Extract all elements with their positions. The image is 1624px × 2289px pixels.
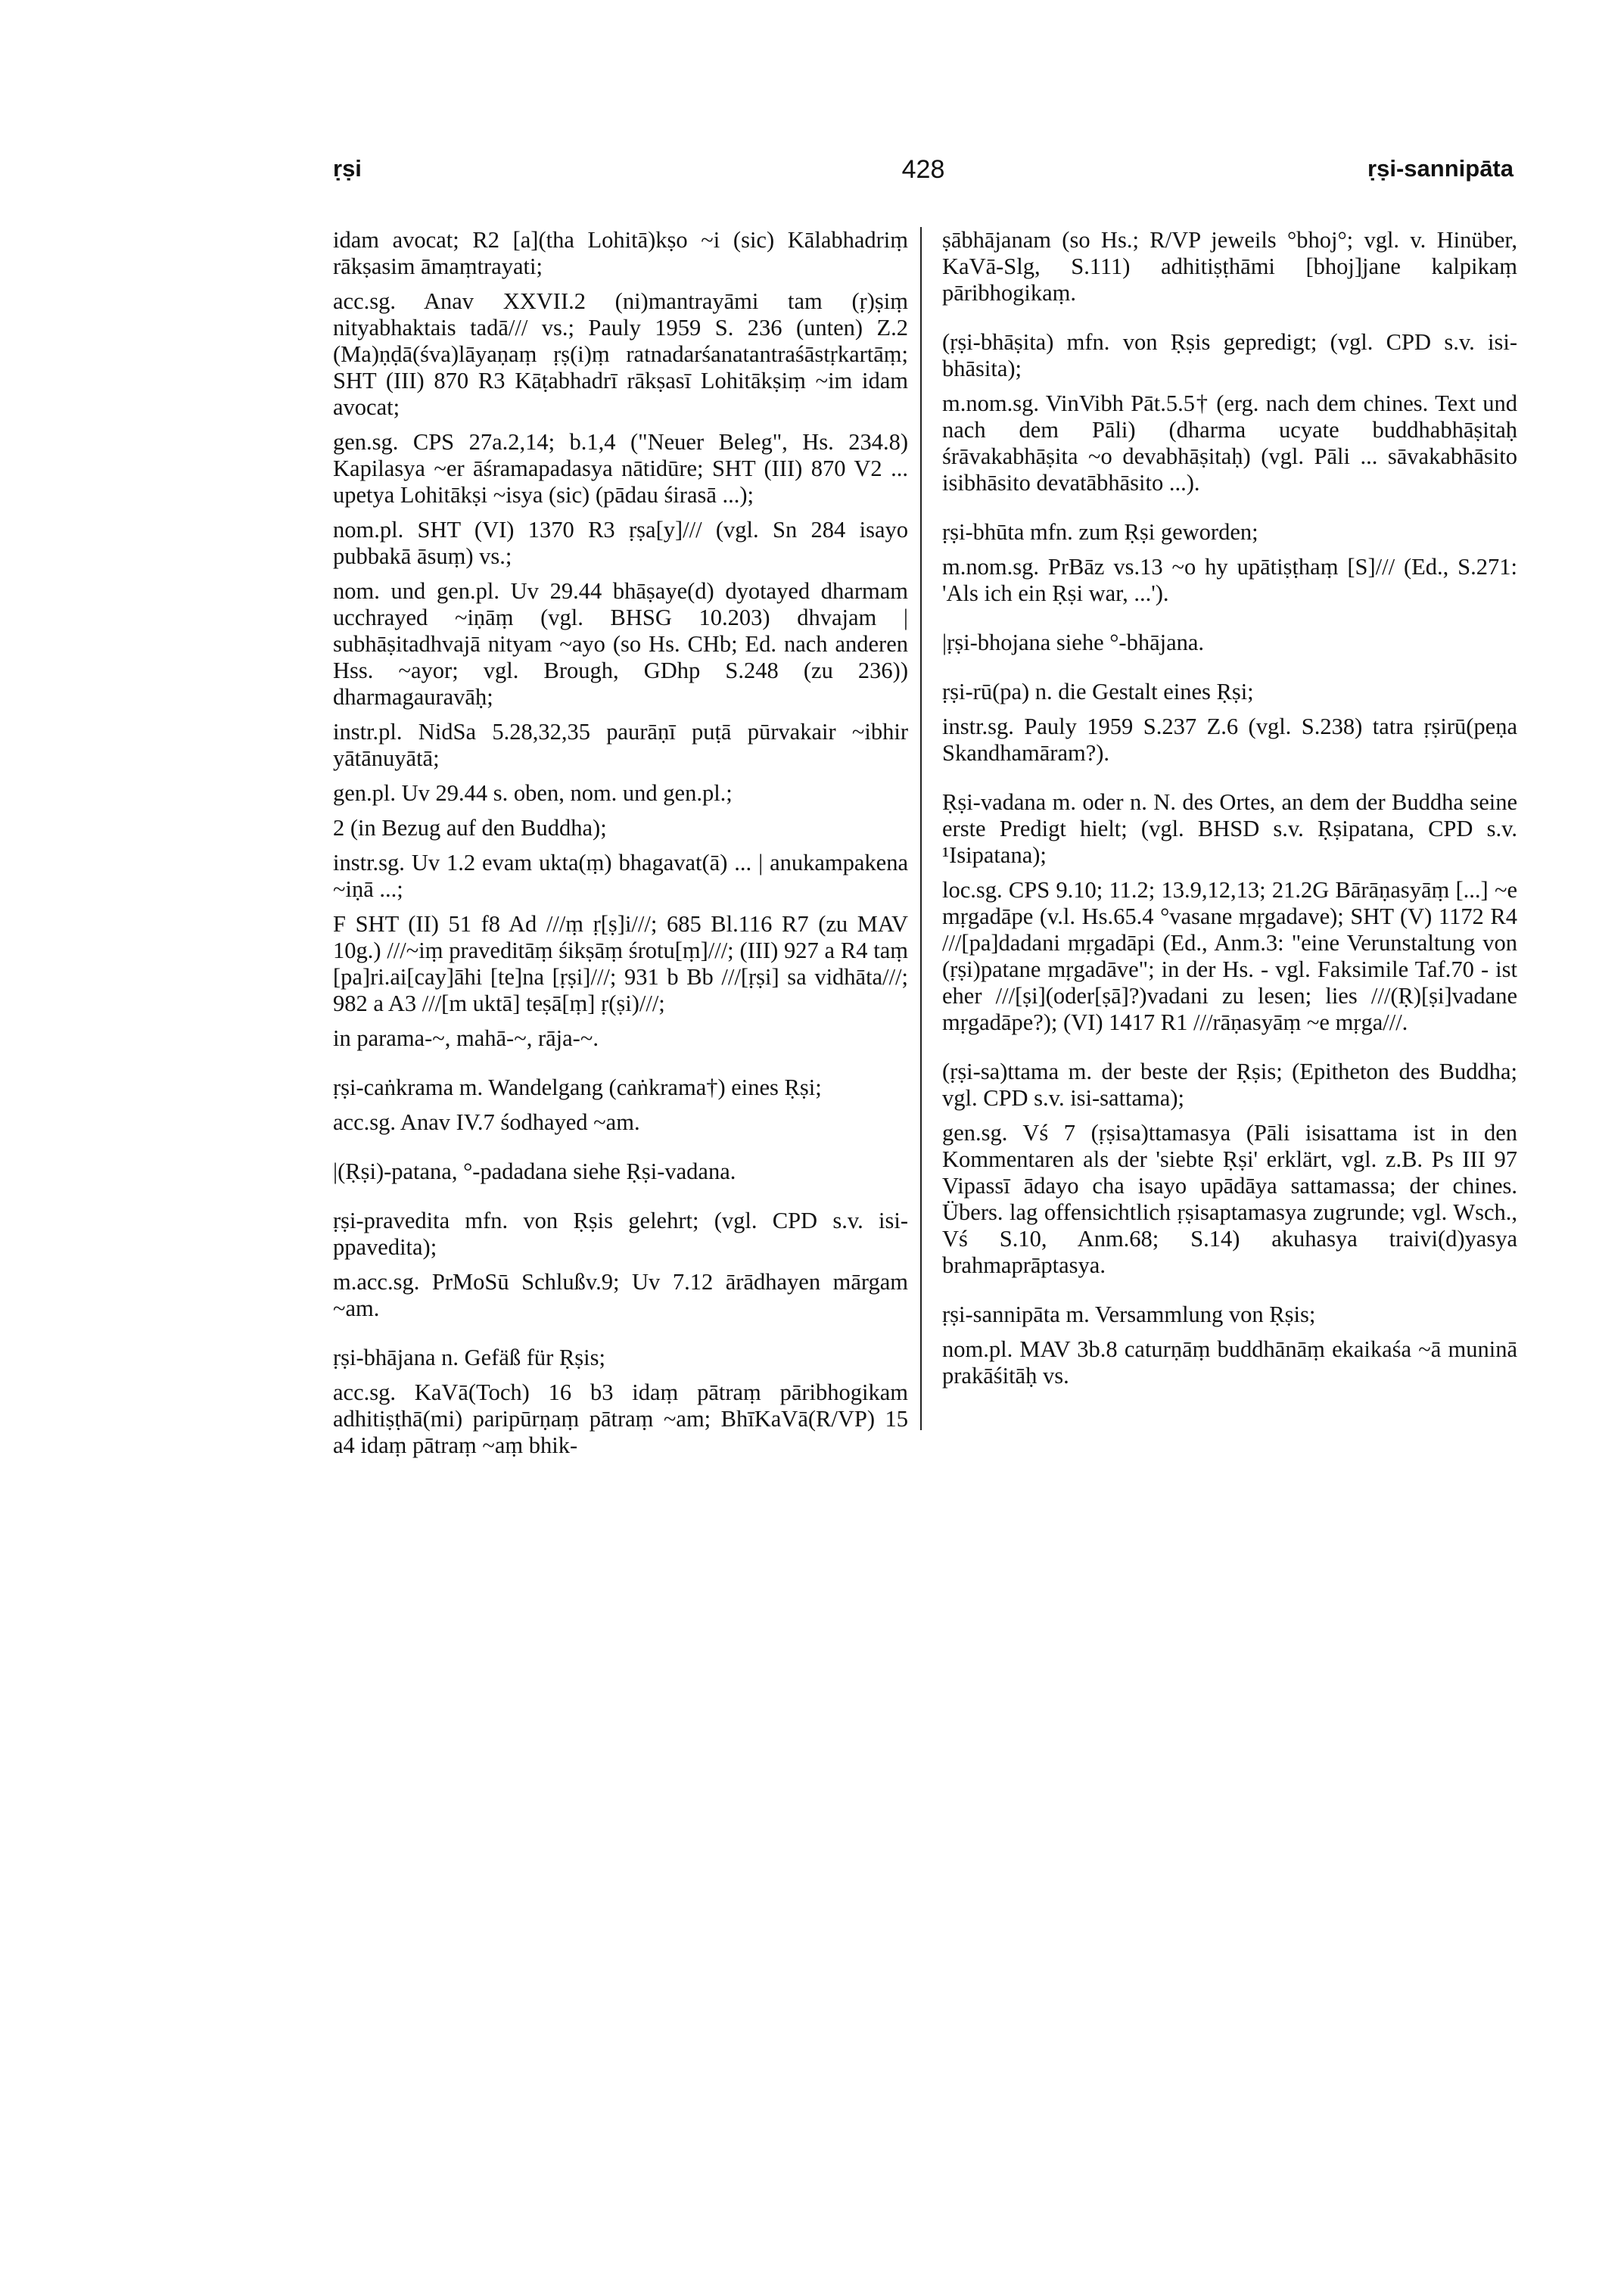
dictionary-paragraph: gen.sg. Vś 7 (ṛṣisa)ttamasya (Pāli isisattama ist in den Kommentaren als der 'siebte Ṛṣi' erklärt, vgl. z.B. Ps III 97 Vipassī ādayo cha isayo upādāya sattamassa; der chines. Übers. lag offensichtlich ṛṣisaptamasya zugrunde; vgl. Wsch., Vś S.10, Anm.68; S.14) akuhasya traivi(d)yasya brahmaprāptasya. xyxy=(942,1120,1517,1278)
dictionary-paragraph: Ṛṣi-vadana m. oder n. N. des Ortes, an dem der Buddha seine erste Predigt hielt; (vgl. BHSD s.v. Ṛṣipatana, CPD s.v. ¹Isipatana); xyxy=(942,789,1517,868)
dictionary-paragraph: instr.sg. Uv 1.2 evam ukta(ṃ) bhagavat(ā) ... | anukampakena ~iṇā ...; xyxy=(333,850,908,902)
column-divider xyxy=(920,227,922,1430)
header-left-lemma: ṛṣi xyxy=(333,155,362,182)
dictionary-paragraph: ṛṣi-rū(pa) n. die Gestalt eines Ṛṣi; xyxy=(942,679,1254,704)
dictionary-paragraph: |(Ṛṣi)-patana, °-padadana siehe Ṛṣi-vadana. xyxy=(333,1158,736,1184)
dictionary-paragraph: ṛṣi-sannipāta m. Versammlung von Ṛṣis; xyxy=(942,1302,1316,1327)
dictionary-paragraph: |ṛṣi-bhojana siehe °-bhājana. xyxy=(942,630,1205,655)
dictionary-paragraph: F SHT (II) 51 f8 Ad ///ṃ ṛ[ṣ]i///; 685 Bl.116 R7 (zu MAV 10g.) ///~iṃ praveditāṃ śikṣāṃ śrotu[ṃ]///; (III) 927 a R4 taṃ [pa]ri.ai[cay]āhi [te]na [ṛṣi]///; 931 b Bb ///[ṛṣi] sa vidhāta///; 982 a A3 ///[m uktā] teṣā[ṃ] ṛ(ṣi)///; xyxy=(333,911,908,1016)
dictionary-paragraph: nom.pl. MAV 3b.8 caturṇāṃ buddhānāṃ ekaikaśa ~ā muninā prakāśitāḥ vs. xyxy=(942,1336,1517,1389)
dictionary-paragraph: m.acc.sg. PrMoSū Schlußv.9; Uv 7.12 ārādhayen mārgam ~am. xyxy=(333,1269,908,1321)
right-column xyxy=(942,227,1517,1398)
dictionary-paragraph: instr.sg. Pauly 1959 S.237 Z.6 (vgl. S.238) tatra ṛṣirū(peṇa Skandhamāram?). xyxy=(942,714,1517,766)
dictionary-paragraph: instr.pl. NidSa 5.28,32,35 paurāṇī puṭā pūrvakair ~ibhir yātānuyātā; xyxy=(333,719,908,771)
page-number: 428 xyxy=(901,155,945,184)
dictionary-paragraph: ṛṣi-bhūta mfn. zum Ṛṣi geworden; xyxy=(942,519,1258,545)
dictionary-paragraph: ṛṣi-caṅkrama m. Wandelgang (caṅkrama†) eines Ṛṣi; xyxy=(333,1075,822,1100)
dictionary-paragraph: ṣābhājanam (so Hs.; R/VP jeweils °bhoj°; vgl. v. Hinüber, KaVā-Slg, S.111) adhitiṣṭhāmi [bhoj]jane kalpikaṃ pāribhogikaṃ. xyxy=(942,227,1517,306)
dictionary-paragraph: loc.sg. CPS 9.10; 11.2; 13.9,12,13; 21.2G Bārāṇasyāṃ [...] ~e mṛgadāpe (v.l. Hs.65.4 °vasane mṛgadave); SHT (V) 1172 R4 ///[pa]dadani mṛgadāpi (Ed., Anm.3: "eine Verunstaltung von (ṛṣi)patane mṛgadāve"; in der Hs. - vgl. Faksimile Taf.70 - ist eher ///[ṣi](oder[ṣā]?)vadani zu lesen; lies ///(Ṛ)[ṣi]vadane mṛgadāpe?); (VI) 1417 R1 ///rāṇasyāṃ ~e mṛga///. xyxy=(942,877,1517,1035)
dictionary-paragraph: (ṛṣi-bhāṣita) mfn. von Ṛṣis gepredigt; (vgl. CPD s.v. isi-bhāsita); xyxy=(942,329,1517,381)
dictionary-paragraph: gen.sg. CPS 27a.2,14; b.1,4 ("Neuer Beleg", Hs. 234.8) Kapilasya ~er āśramapadasya nātidūre; SHT (III) 870 V2 ... upetya Lohitākṣi ~isya (sic) (pādau śirasā ...); xyxy=(333,429,908,508)
dictionary-paragraph: ṛṣi-pravedita mfn. von Ṛṣis gelehrt; (vgl. CPD s.v. isi-ppavedita); xyxy=(333,1208,908,1260)
dictionary-paragraph: idam avocat; R2 [a](tha Lohitā)kṣo ~i (sic) Kālabhadriṃ rākṣasim āmaṃtrayati; xyxy=(333,227,908,279)
dictionary-paragraph: nom.pl. SHT (VI) 1370 R3 ṛṣa[y]/// (vgl. Sn 284 isayo pubbakā āsuṃ) vs.; xyxy=(333,517,908,569)
dictionary-paragraph: in parama-~, mahā-~, rāja-~. xyxy=(333,1025,599,1051)
running-header xyxy=(333,155,1514,201)
dictionary-paragraph: gen.pl. Uv 29.44 s. oben, nom. und gen.pl.; xyxy=(333,780,733,806)
left-column xyxy=(333,227,908,1467)
dictionary-paragraph: nom. und gen.pl. Uv 29.44 bhāṣaye(d) dyotayed dharmam ucchrayed ~iṇāṃ (vgl. BHSG 10.203) dhvajam | subhāṣitadhvajā nityam ~ayo (so Hs. CHb; Ed. nach anderen Hss. ~ayor; vgl. Brough, GDhp S.248 (zu 236)) dharmagauravāḥ; xyxy=(333,578,908,710)
dictionary-paragraph: acc.sg. Anav XXVII.2 (ni)mantrayāmi tam (ṛ)ṣiṃ nityabhaktais tadā/// vs.; Pauly 1959 S. 236 (unten) Z.2 (Ma)ṇḍā(śva)lāyaṇaṃ ṛṣ(i)ṃ ratnadarśanatantraśāstṛkartāṃ; SHT (III) 870 R3 Kāṭabhadrī rākṣasī Lohitākṣiṃ ~im idam avocat; xyxy=(333,288,908,420)
dictionary-paragraph: 2 (in Bezug auf den Buddha); xyxy=(333,815,607,841)
dictionary-paragraph: (ṛṣi-sa)ttama m. der beste der Ṛṣis; (Epitheton des Buddha; vgl. CPD s.v. isi-sattama); xyxy=(942,1059,1517,1111)
dictionary-paragraph: m.nom.sg. PrBāz vs.13 ~o hy upātiṣṭhaṃ [S]/// (Ed., S.271: 'Als ich ein Ṛṣi war, ...'). xyxy=(942,554,1517,606)
dictionary-paragraph: ṛṣi-bhājana n. Gefäß für Ṛṣis; xyxy=(333,1345,605,1370)
dictionary-paragraph: m.nom.sg. VinVibh Pāt.5.5† (erg. nach dem chines. Text und nach dem Pāli) (dharma ucyate buddhabhāṣitaḥ śrāvakabhāṣita ~o devabhāṣitaḥ) (vgl. Pāli ... sāvakabhāsito isibhāsito devatābhāsito ...). xyxy=(942,390,1517,496)
dictionary-paragraph: acc.sg. KaVā(Toch) 16 b3 idaṃ pātraṃ pāribhogikam adhitiṣṭhā(mi) paripūrṇaṃ pātraṃ ~am; BhīKaVā(R/VP) 15 a4 idaṃ pātraṃ ~aṃ bhik- xyxy=(333,1379,908,1458)
header-right-lemma: ṛṣi-sannipāta xyxy=(1367,155,1514,182)
dictionary-paragraph: acc.sg. Anav IV.7 śodhayed ~am. xyxy=(333,1109,640,1135)
